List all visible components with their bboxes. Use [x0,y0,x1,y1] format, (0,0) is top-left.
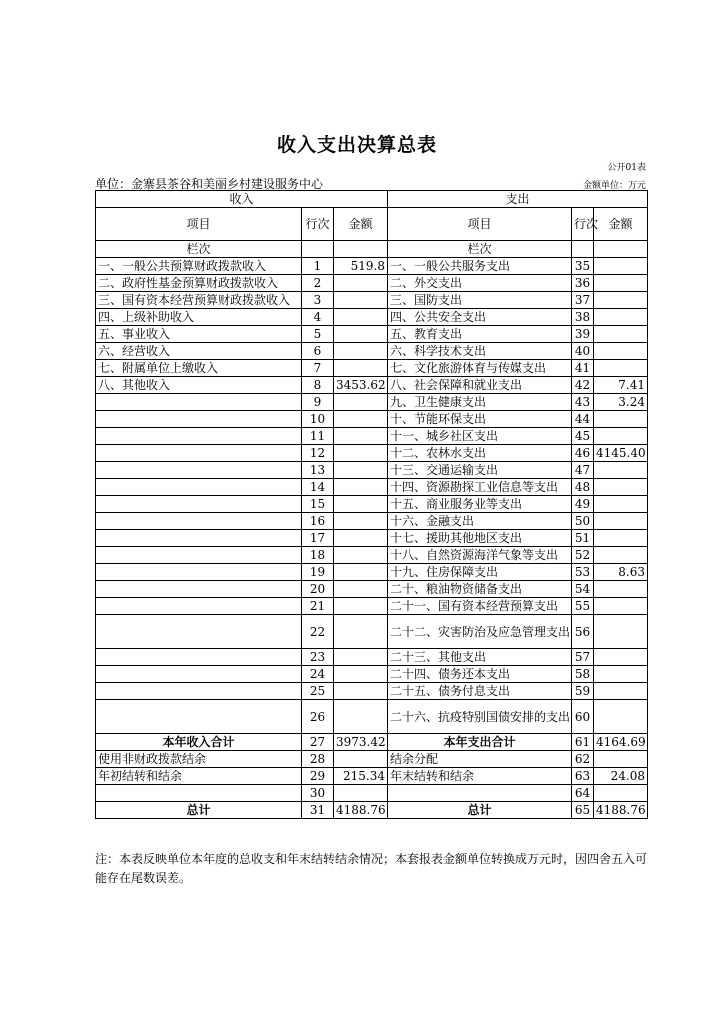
income-item-cell [96,513,302,530]
income-line-cell: 11 [302,428,334,445]
table-row [96,683,648,700]
expense-item-cell: 二十一、国有资本经营预算支出 [388,598,572,615]
income-amount-cell [334,649,388,666]
expense-line-cell: 38 [572,309,594,326]
expense-amount-cell [594,581,648,598]
income-line-cell: 29 [302,768,334,785]
income-line-cell: 18 [302,547,334,564]
income-amount-cell [334,683,388,700]
table-row [96,309,648,326]
expense-item-cell: 三、国防支出 [388,292,572,309]
income-item-cell [96,785,302,802]
empty-cell [302,241,334,258]
expense-column-no-label: 栏次 [388,241,572,258]
expense-amount-cell [594,343,648,360]
income-item-cell: 总计 [96,802,302,819]
income-item-cell: 六、经营收入 [96,343,302,360]
income-amount-cell [334,666,388,683]
expense-item-cell: 十六、金融支出 [388,513,572,530]
income-amount-cell: 3973.42 [334,734,388,751]
expense-amount-cell [594,462,648,479]
income-line-cell: 17 [302,530,334,547]
income-amount-cell: 215.34 [334,768,388,785]
expense-line-cell: 44 [572,411,594,428]
income-item-cell: 七、附属单位上缴收入 [96,360,302,377]
expense-line-cell: 65 [572,802,594,819]
expense-item-cell: 八、社会保障和就业支出 [388,377,572,394]
expense-line-cell: 40 [572,343,594,360]
income-line-cell: 1 [302,258,334,275]
income-amount-cell [334,547,388,564]
table-row [96,377,648,394]
income-amount-cell [334,530,388,547]
expense-line-cell: 37 [572,292,594,309]
income-line-cell: 6 [302,343,334,360]
expense-item-cell: 十、节能环保支出 [388,411,572,428]
expense-item-cell: 十八、自然资源海洋气象等支出 [388,547,572,564]
income-item-cell: 八、其他收入 [96,377,302,394]
income-item-cell [96,649,302,666]
expense-amount-cell [594,649,648,666]
income-amount-cell [334,785,388,802]
income-line-header: 行次 [302,208,334,241]
income-header: 收入 [96,191,388,208]
income-item-cell: 使用非财政拨款结余 [96,751,302,768]
income-item-cell: 二、政府性基金预算财政拨款收入 [96,275,302,292]
expense-line-cell: 62 [572,751,594,768]
expense-amount-cell [594,513,648,530]
income-line-cell: 24 [302,666,334,683]
table-row [96,275,648,292]
expense-item-cell: 一、一般公共服务支出 [388,258,572,275]
table-row [96,581,648,598]
income-line-cell: 8 [302,377,334,394]
expense-amount-cell: 8.63 [594,564,648,581]
income-column-no-label: 栏次 [96,241,302,258]
table-row [96,479,648,496]
income-amount-cell [334,581,388,598]
income-amount-cell [334,275,388,292]
header-row-column-no [96,241,648,258]
expense-amount-cell [594,411,648,428]
expense-amount-cell [594,615,648,649]
income-item-cell [96,666,302,683]
income-item-cell [96,428,302,445]
table-row [96,564,648,581]
income-line-cell: 27 [302,734,334,751]
income-item-cell [96,394,302,411]
income-item-cell [96,598,302,615]
income-amount-cell [334,445,388,462]
expense-item-cell: 十三、交通运输支出 [388,462,572,479]
expense-amount-cell [594,360,648,377]
expense-amount-cell [594,785,648,802]
income-item-header: 项目 [96,208,302,241]
footnote: 注：本表反映单位本年度的总收支和年末结转结余情况；本套报表金额单位转换成万元时，因四舍五入可能存在尾数误差。 [95,852,648,885]
income-item-cell [96,581,302,598]
income-line-cell: 13 [302,462,334,479]
table-row [96,462,648,479]
expense-line-cell: 59 [572,683,594,700]
table-row [96,649,648,666]
income-item-cell: 年初结转和结余 [96,768,302,785]
income-line-cell: 30 [302,785,334,802]
expense-item-cell: 二十六、抗疫特别国债安排的支出 [388,700,572,734]
income-amount-cell [334,700,388,734]
income-line-cell: 9 [302,394,334,411]
empty-cell [594,241,648,258]
expense-item-cell: 二十三、其他支出 [388,649,572,666]
table-row [96,258,648,275]
income-line-cell: 31 [302,802,334,819]
income-amount-cell [334,615,388,649]
reporting-unit: 单位：金寨县茶谷和美丽乡村建设服务中心 [95,177,324,191]
expense-item-cell: 二十、粮油物资储备支出 [388,581,572,598]
expense-line-cell: 46 [572,445,594,462]
expense-line-cell: 41 [572,360,594,377]
expense-amount-header: 金额 [594,208,648,241]
budget-summary-table [95,190,648,819]
income-item-cell [96,462,302,479]
expense-item-cell: 年末结转和结余 [388,768,572,785]
income-item-cell: 本年收入合计 [96,734,302,751]
expense-amount-cell [594,547,648,564]
expense-amount-cell [594,700,648,734]
income-item-cell [96,411,302,428]
income-line-cell: 12 [302,445,334,462]
expense-line-cell: 42 [572,377,594,394]
income-amount-cell [334,479,388,496]
expense-amount-cell [594,683,648,700]
income-line-cell: 21 [302,598,334,615]
expense-line-cell: 36 [572,275,594,292]
income-line-cell: 10 [302,411,334,428]
table-row [96,598,648,615]
expense-item-cell: 本年支出合计 [388,734,572,751]
expense-amount-cell: 4145.40 [594,445,648,462]
income-item-cell: 三、国有资本经营预算财政拨款收入 [96,292,302,309]
expense-amount-cell: 3.24 [594,394,648,411]
header-row-columns [96,208,648,241]
expense-line-cell: 56 [572,615,594,649]
income-amount-cell [334,326,388,343]
income-item-cell: 一、一般公共预算财政拨款收入 [96,258,302,275]
table-row [96,751,648,768]
income-item-cell [96,479,302,496]
expense-line-cell: 51 [572,530,594,547]
income-item-cell: 四、上级补助收入 [96,309,302,326]
expense-item-cell: 二十四、债务还本支出 [388,666,572,683]
expense-item-cell: 七、文化旅游体育与传媒支出 [388,360,572,377]
expense-line-cell: 61 [572,734,594,751]
expense-amount-cell [594,666,648,683]
income-line-cell: 28 [302,751,334,768]
income-amount-cell [334,309,388,326]
expense-item-cell: 二、外交支出 [388,275,572,292]
income-amount-cell [334,564,388,581]
expense-line-cell: 58 [572,666,594,683]
expense-line-cell: 39 [572,326,594,343]
expense-item-cell [388,785,572,802]
income-item-cell [96,564,302,581]
expense-line-cell: 53 [572,564,594,581]
table-row [96,411,648,428]
income-amount-cell: 3453.62 [334,377,388,394]
income-item-cell [96,700,302,734]
expense-line-cell: 35 [572,258,594,275]
income-amount-cell [334,360,388,377]
expense-item-cell: 十一、城乡社区支出 [388,428,572,445]
table-row [96,768,648,785]
income-item-cell [96,530,302,547]
empty-cell [334,241,388,258]
header-row-section [96,191,648,208]
income-amount-cell [334,598,388,615]
expense-line-cell: 64 [572,785,594,802]
table-row [96,326,648,343]
expense-line-cell: 43 [572,394,594,411]
expense-item-cell: 十四、资源勘探工业信息等支出 [388,479,572,496]
expense-item-cell: 十九、住房保障支出 [388,564,572,581]
income-line-cell: 4 [302,309,334,326]
income-amount-cell [334,292,388,309]
expense-header: 支出 [388,191,648,208]
expense-item-cell: 九、卫生健康支出 [388,394,572,411]
income-line-cell: 22 [302,615,334,649]
income-line-cell: 25 [302,683,334,700]
expense-line-cell: 60 [572,700,594,734]
expense-line-cell: 55 [572,598,594,615]
table-row [96,513,648,530]
income-amount-cell [334,343,388,360]
expense-line-cell: 52 [572,547,594,564]
table-row [96,445,648,462]
income-amount-cell [334,496,388,513]
expense-amount-cell [594,751,648,768]
table-row [96,496,648,513]
income-line-cell: 2 [302,275,334,292]
expense-amount-cell: 7.41 [594,377,648,394]
income-amount-cell [334,462,388,479]
expense-amount-cell [594,530,648,547]
income-line-cell: 14 [302,479,334,496]
income-amount-cell [334,428,388,445]
expense-item-cell: 二十二、灾害防治及应急管理支出 [388,615,572,649]
table-row [96,666,648,683]
expense-amount-cell: 4188.76 [594,802,648,819]
income-line-cell: 3 [302,292,334,309]
table-row [96,343,648,360]
table-row [96,360,648,377]
income-line-cell: 26 [302,700,334,734]
expense-amount-cell [594,292,648,309]
table-row [96,700,648,734]
expense-line-header: 行次 [572,208,594,241]
income-amount-header: 金额 [334,208,388,241]
expense-item-header: 项目 [388,208,572,241]
expense-amount-cell [594,275,648,292]
expense-amount-cell [594,479,648,496]
money-unit: 金额单位：万元 [582,181,646,191]
expense-amount-cell: 4164.69 [594,734,648,751]
expense-amount-cell [594,326,648,343]
income-item-cell: 五、事业收入 [96,326,302,343]
expense-item-cell: 结余分配 [388,751,572,768]
income-item-cell [96,683,302,700]
expense-line-cell: 47 [572,462,594,479]
income-amount-cell [334,394,388,411]
table-row [96,394,648,411]
table-row [96,615,648,649]
income-amount-cell [334,411,388,428]
expense-amount-cell [594,496,648,513]
income-amount-cell [334,751,388,768]
income-amount-cell [334,513,388,530]
expense-amount-cell [594,258,648,275]
income-line-cell: 16 [302,513,334,530]
expense-line-cell: 45 [572,428,594,445]
income-line-cell: 7 [302,360,334,377]
form-number: 公开01表 [607,163,646,173]
expense-line-cell: 57 [572,649,594,666]
expense-amount-cell [594,428,648,445]
expense-line-cell: 63 [572,768,594,785]
income-line-cell: 20 [302,581,334,598]
expense-line-cell: 49 [572,496,594,513]
income-line-cell: 23 [302,649,334,666]
expense-item-cell: 五、教育支出 [388,326,572,343]
expense-item-cell: 十七、援助其他地区支出 [388,530,572,547]
income-line-cell: 19 [302,564,334,581]
income-item-cell [96,615,302,649]
expense-amount-cell [594,309,648,326]
expense-item-cell: 六、科学技术支出 [388,343,572,360]
income-item-cell [96,547,302,564]
income-item-cell [96,445,302,462]
empty-cell [572,241,594,258]
expense-item-cell: 二十五、债务付息支出 [388,683,572,700]
income-amount-cell: 4188.76 [334,802,388,819]
expense-item-cell: 总计 [388,802,572,819]
table-row [96,802,648,819]
expense-item-cell: 十五、商业服务业等支出 [388,496,572,513]
table-row [96,547,648,564]
expense-item-cell: 四、公共安全支出 [388,309,572,326]
table-row [96,785,648,802]
table-row [96,734,648,751]
table-row [96,530,648,547]
expense-item-cell: 十二、农林水支出 [388,445,572,462]
income-line-cell: 5 [302,326,334,343]
page-title: 收入支出决算总表 [276,134,437,156]
table-row [96,428,648,445]
income-amount-cell: 519.8 [334,258,388,275]
expense-line-cell: 54 [572,581,594,598]
income-item-cell [96,496,302,513]
expense-line-cell: 50 [572,513,594,530]
expense-line-cell: 48 [572,479,594,496]
table-row [96,292,648,309]
expense-amount-cell [594,598,648,615]
expense-amount-cell: 24.08 [594,768,648,785]
income-line-cell: 15 [302,496,334,513]
table-body [96,191,648,819]
